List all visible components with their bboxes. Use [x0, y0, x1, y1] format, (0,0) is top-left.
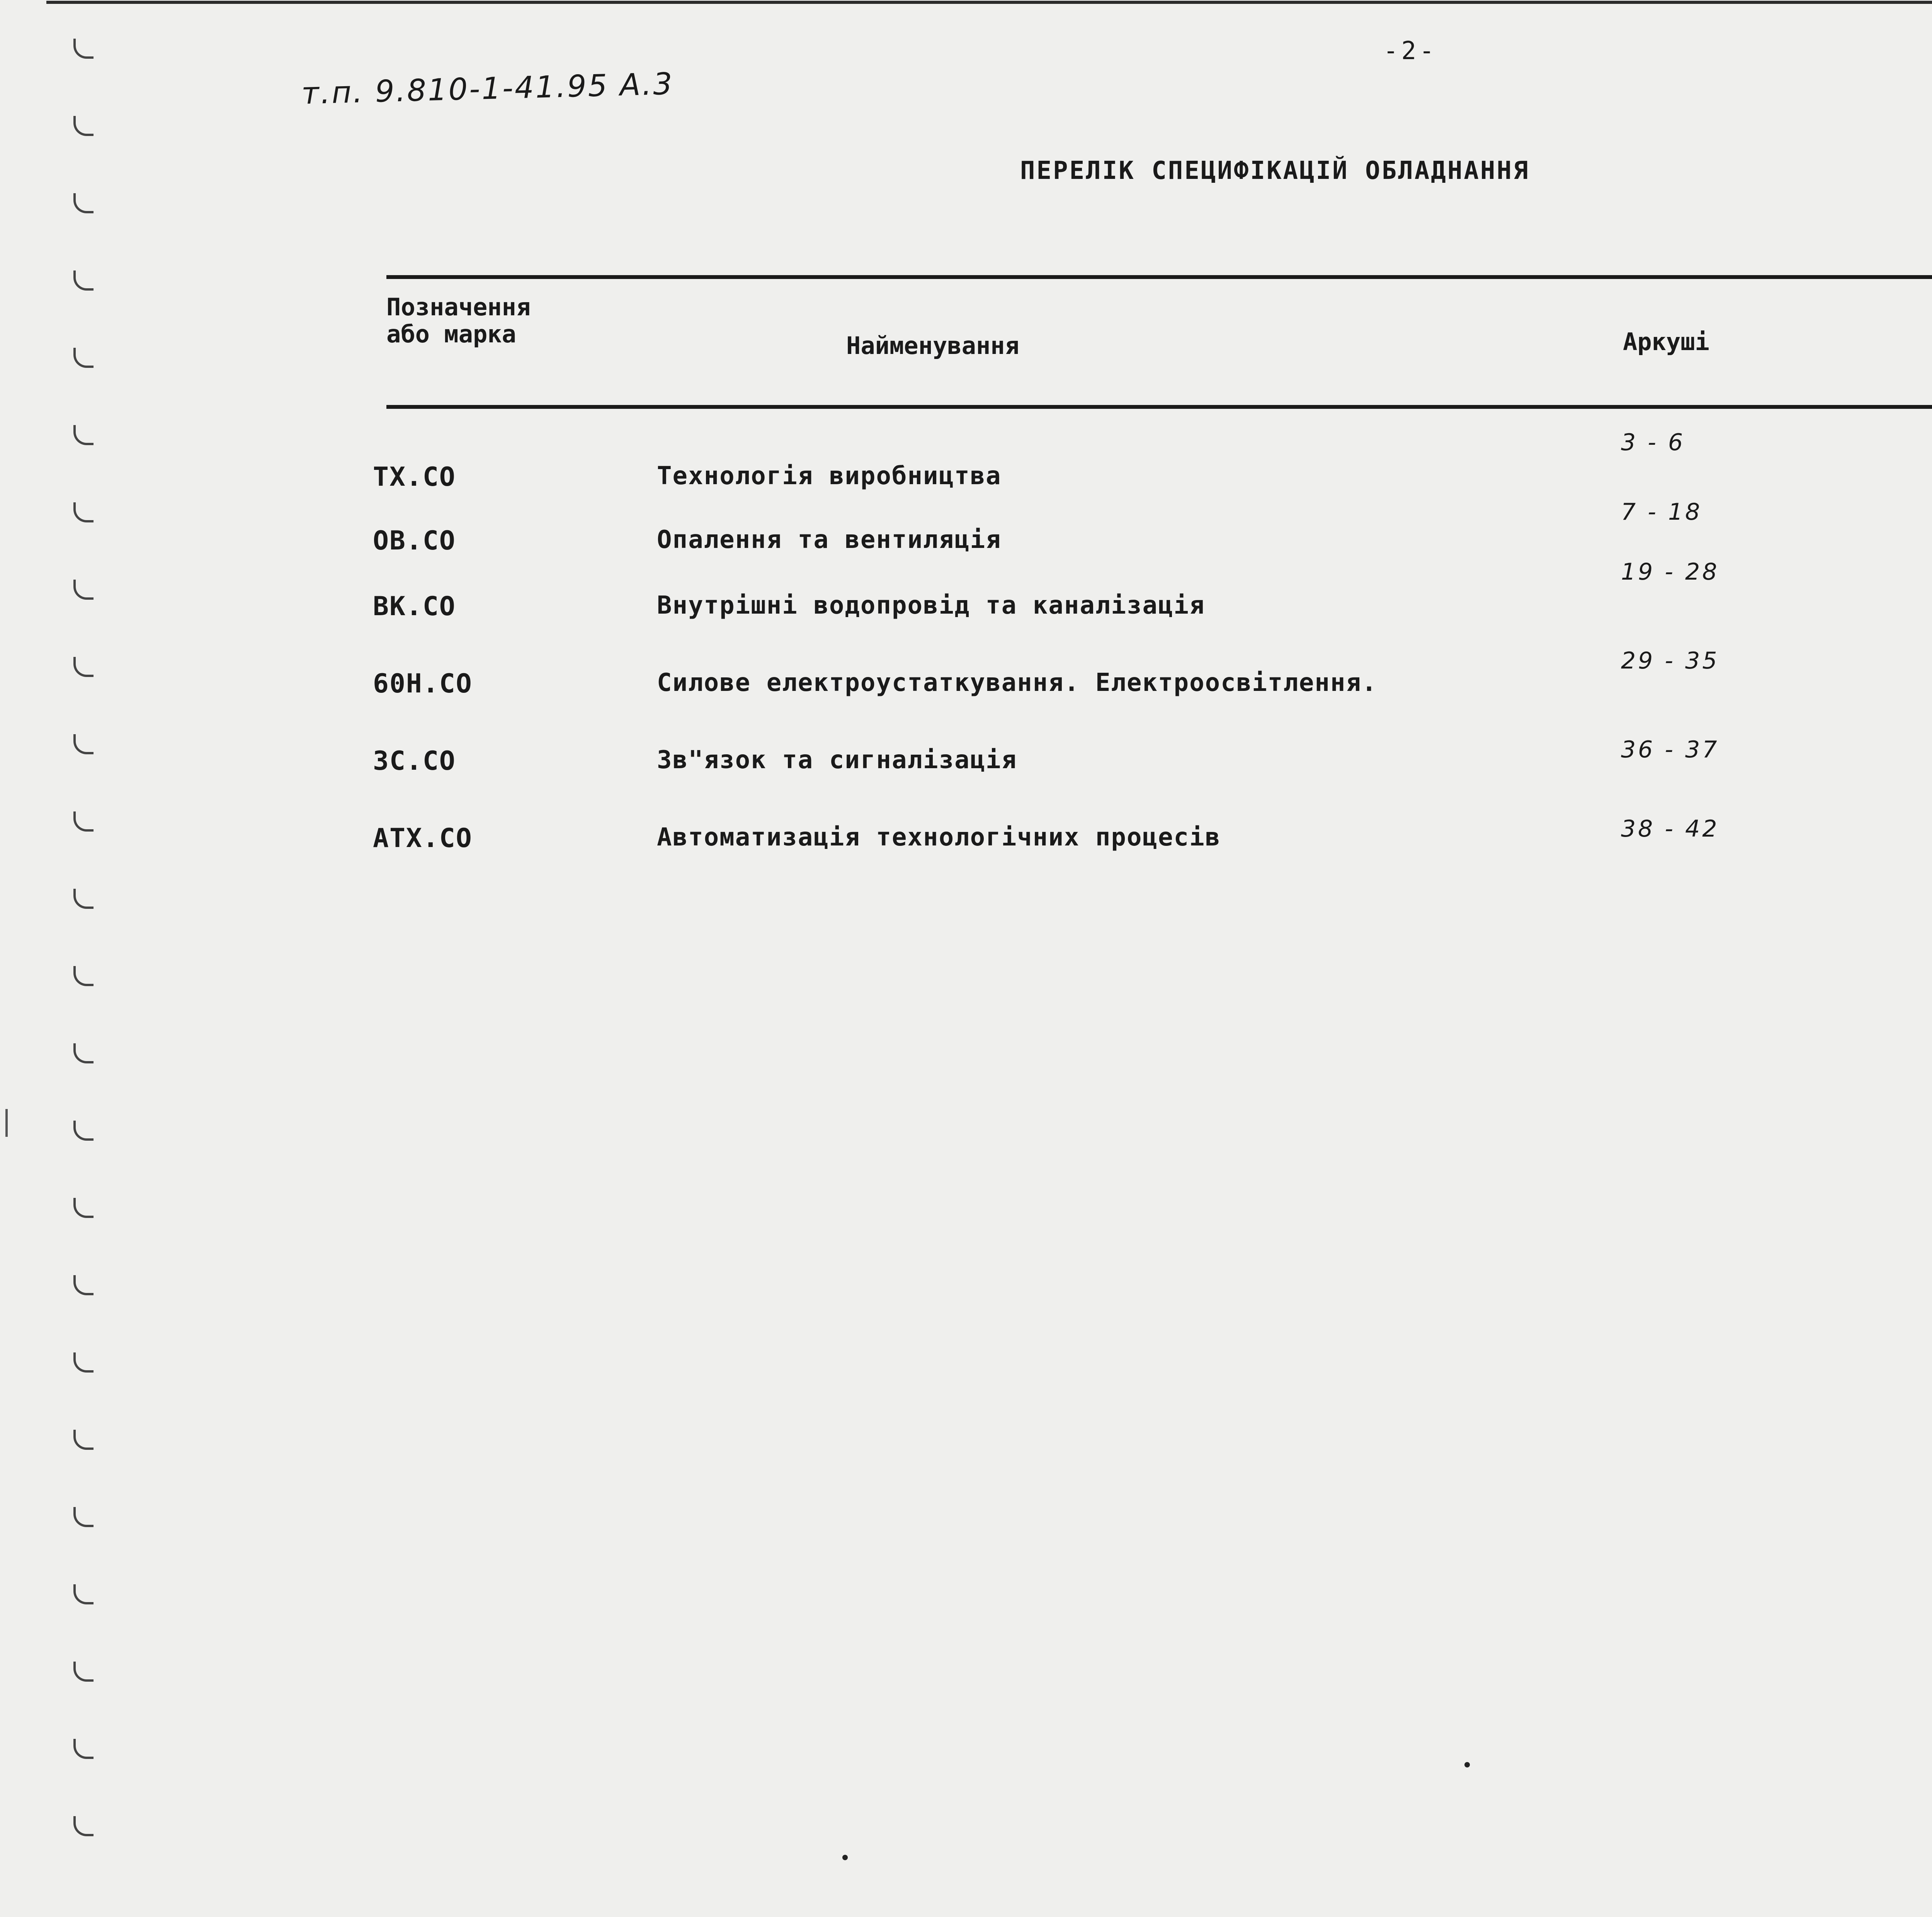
left-edge-mark [5, 1109, 8, 1137]
row-sheets: 29 - 35 [1621, 647, 1719, 674]
perforation-mark [73, 1043, 94, 1063]
table-top-rule [386, 275, 1932, 279]
row-code: ВК.СО [373, 591, 456, 622]
perforation-mark [73, 1275, 94, 1295]
perforation-mark [73, 270, 94, 291]
perforation-mark [73, 425, 94, 445]
perforation-mark [73, 348, 94, 368]
top-edge [46, 1, 1932, 4]
page-title: ПЕРЕЛІК СПЕЦИФІКАЦІЙ ОБЛАДНАННЯ [1020, 156, 1530, 185]
row-sheets: 7 - 18 [1621, 498, 1702, 526]
perforation-mark [73, 657, 94, 677]
header-mark: Позначення або марка [386, 293, 531, 348]
header-sheets: Аркуші [1623, 328, 1709, 356]
row-name: Силове електроустаткування. Електроосвітлення. [657, 668, 1378, 697]
row-code: 60Н.СО [373, 668, 473, 699]
perforation-mark [73, 966, 94, 986]
perforation-mark [73, 39, 94, 59]
row-name: Автоматизація технологічних процесів [657, 823, 1221, 852]
speck [842, 1855, 848, 1860]
table-header-rule [386, 405, 1932, 409]
perforation-mark [73, 1352, 94, 1373]
document-code: т.п. 9.810-1-41.95 А.3 [301, 66, 674, 111]
row-name: Технологія виробництва [657, 462, 1002, 490]
perforation-mark [73, 502, 94, 522]
header-name: Найменування [846, 332, 1019, 360]
row-name: Зв"язок та сигналізація [657, 746, 1017, 774]
perforation-mark [73, 580, 94, 600]
perforation-mark [73, 1121, 94, 1141]
row-sheets: 19 - 28 [1621, 558, 1719, 585]
row-sheets: 38 - 42 [1621, 815, 1719, 842]
row-code: ТХ.СО [373, 462, 456, 492]
row-sheets: 3 - 6 [1621, 429, 1685, 456]
perforation-mark [73, 1430, 94, 1450]
row-code: ЗС.СО [373, 746, 456, 776]
row-code: ОВ.СО [373, 526, 456, 556]
page-number: -2- [1383, 37, 1437, 65]
perforation-mark [73, 1198, 94, 1218]
row-name: Опалення та вентиляція [657, 526, 1002, 554]
perforation-mark [73, 1507, 94, 1527]
perforation-mark [73, 1584, 94, 1604]
perforation-mark [73, 1662, 94, 1682]
perforation-mark [73, 116, 94, 136]
perforation-mark [73, 889, 94, 909]
row-name: Внутрішні водопровід та каналізація [657, 591, 1205, 620]
row-code: АТХ.СО [373, 823, 473, 854]
perforation-mark [73, 1816, 94, 1836]
perforation-mark [73, 811, 94, 832]
row-sheets: 36 - 37 [1621, 736, 1719, 763]
perforation-mark [73, 193, 94, 213]
perforation-mark [73, 1739, 94, 1759]
speck [1464, 1762, 1470, 1767]
perforation-mark [73, 734, 94, 754]
